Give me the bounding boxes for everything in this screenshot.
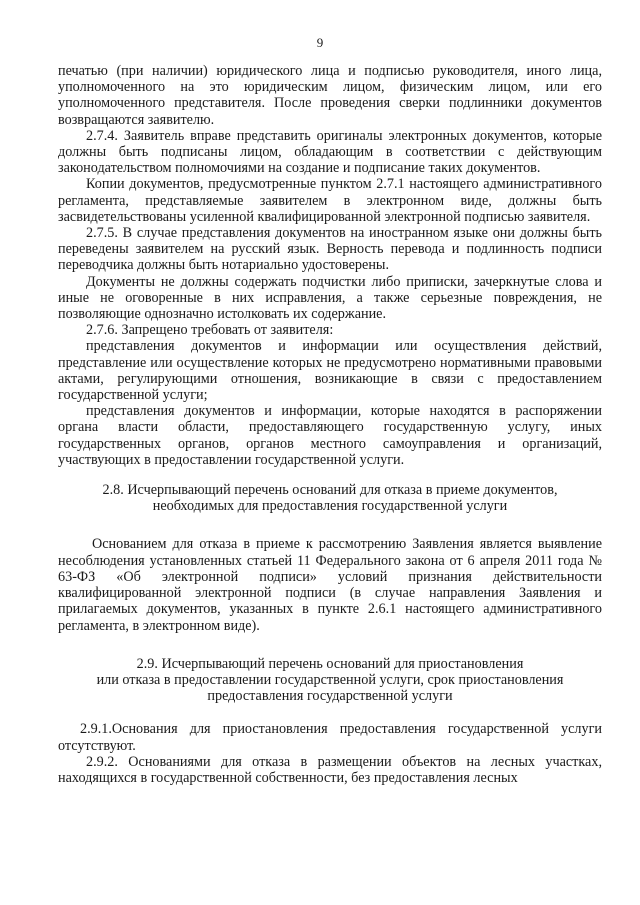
paragraph-prohibition-1: представления документов и информации или осуществления действий, представление или осуществление которых не предусмотрено нормативными правовыми актами, регулирующими отношения, возникающие в связи с предоставлением государственной услуги; [58, 338, 602, 404]
paragraph-documents-requirements: Документы не должны содержать подчистки либо приписки, зачеркнутые слова и иные не оговоренные в них исправления, а также серьезные повреждения, не позволяющие однозначно истолковать их содержание. [58, 273, 602, 323]
paragraph-copies: Копии документов, предусмотренные пунктом 2.7.1 настоящего административного регламента, представляемые заявителем в электронном виде, должны быть засвидетельствованы усиленной квалифицированной электронной подписью заявителя. [58, 176, 602, 225]
paragraph-2-7-5: 2.7.5. В случае представления документов на иностранном языке они должны быть переведены заявителем на русский язык. Верность перевода и подлинность подписи переводчика должны быть нотариально удостоверены. [58, 225, 602, 274]
paragraph-continuation: печатью (при наличии) юридического лица и подписью руководителя, иного лица, уполномоченного на это юридическим лицом, физическим лицом, или его уполномоченного представителя. После проведения сверки подлинники документов возвращаются заявителю. [58, 63, 602, 128]
document-body [58, 63, 602, 786]
paragraph-refusal-grounds: Основанием для отказа в приеме к рассмотрению Заявления является выявление несоблюдения установленных статьей 11 Федерального закона от 6 апреля 2011 года № 63-ФЗ «Об электронной подписи» условий признания действительности квалифицированной электронной подписи (в случае направления Заявления и прилагаемых документов, указанных в пункте 2.6.1 настоящего административного регламента, в электронном виде). [58, 536, 602, 634]
section-heading-2-9-line-3: предоставления государственной услуги [207, 688, 453, 705]
section-heading-2-8-line-1: 2.8. Исчерпывающий перечень оснований для отказа в приеме документов, [102, 482, 558, 499]
section-heading-2-9-line-2: или отказа в предоставлении государственной услуги, срок приостановления [96, 671, 564, 688]
paragraph-2-7-6: 2.7.6. Запрещено требовать от заявителя: [86, 322, 334, 339]
page-number: 9 [316, 35, 324, 50]
section-heading-2-8-line-2: необходимых для предоставления государственной услуги [152, 498, 508, 515]
paragraph-2-7-4: 2.7.4. Заявитель вправе представить оригиналы электронных документов, которые должны быть подписаны лицом, обладающим в соответствии с действующим законодательством полномочиями на создание и подписание таких документов. [58, 127, 602, 177]
paragraph-prohibition-2: представления документов и информации, которые находятся в распоряжении органа власти области, предоставляющего государственную услугу, иных государственных органов, органов местного самоуправления и организаций, участвующих в предоставлении государственной услуги. [58, 403, 602, 468]
section-heading-2-9-line-1: 2.9. Исчерпывающий перечень оснований для приостановления [136, 655, 524, 672]
paragraph-2-9-1: 2.9.1.Основания для приостановления предоставления государственной услуги отсутствуют. [58, 721, 602, 754]
paragraph-2-9-2: 2.9.2. Основаниями для отказа в размещении объектов на лесных участках, находящихся в государственной собственности, без предоставления лесных [58, 753, 602, 786]
